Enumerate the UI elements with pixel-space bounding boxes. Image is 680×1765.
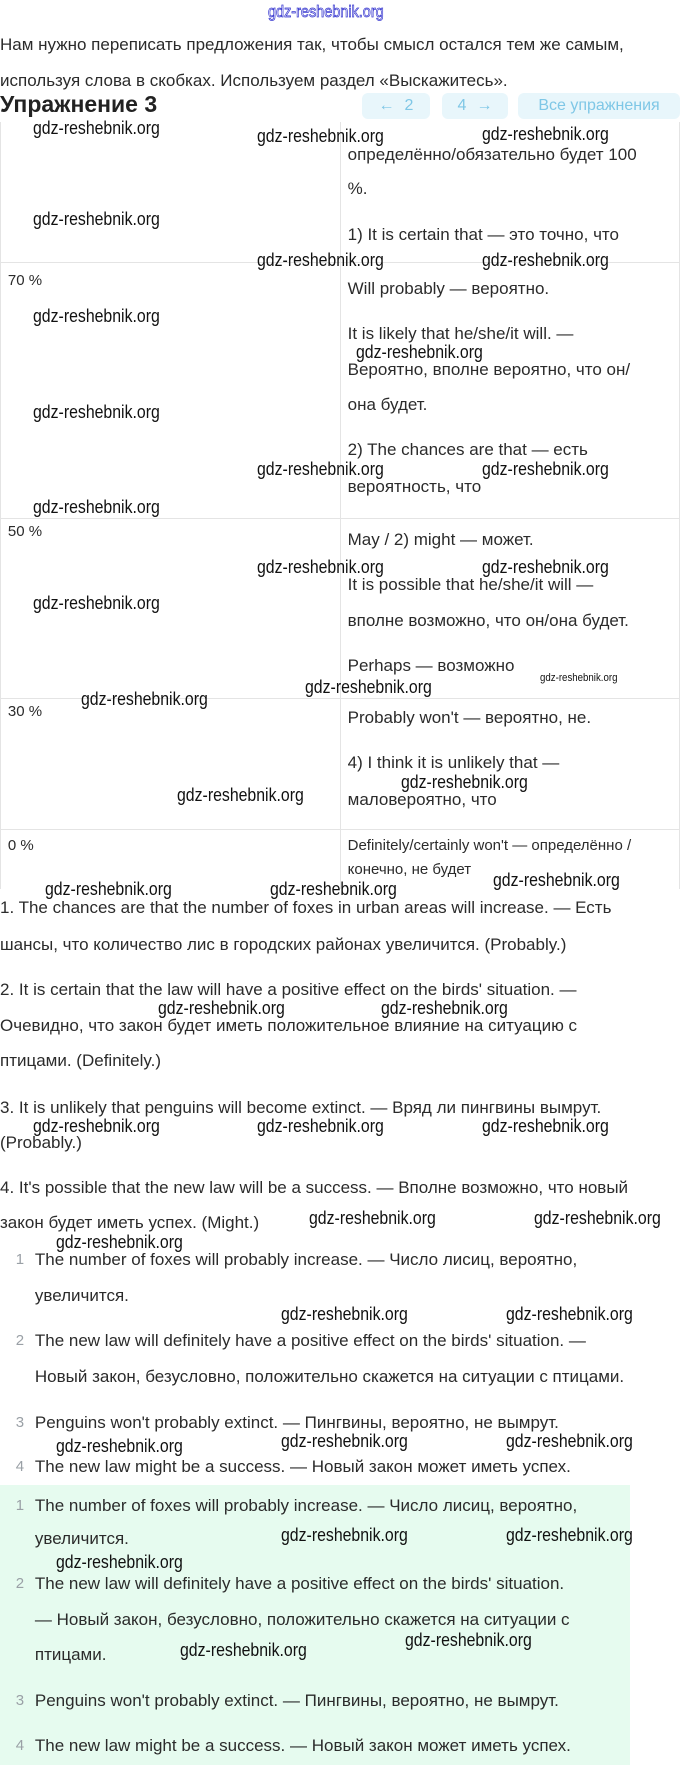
answer-number: 4: [15, 1458, 25, 1475]
answer-text: The number of foxes will probably increase. — Число лисиц, вероятно,: [34, 1250, 578, 1269]
table-cell-text: Probably won't — вероятно, не.: [347, 707, 592, 727]
answer-number: 2: [15, 1575, 25, 1592]
watermark-text: gdz-reshebnik.org: [270, 878, 397, 899]
table-cell-text: она будет.: [347, 395, 428, 414]
watermark-text: gdz-reshebnik.org: [405, 1630, 532, 1651]
watermark-text: gdz-reshebnik.org: [256, 126, 384, 147]
watermark-text: gdz-reshebnik.org: [32, 209, 160, 230]
watermark-text: gdz-reshebnik.org: [56, 1435, 184, 1456]
answer-text: — Новый закон, безусловно, положительно скажется на ситуации с: [34, 1610, 570, 1629]
answer-text: Penguins won't probably extinct. — Пингвины, вероятно, не вымрут.: [34, 1691, 559, 1710]
watermark-text: gdz-reshebnik.org: [45, 878, 172, 899]
table-cell-text: вполне возможно, что он/она будет.: [347, 611, 629, 630]
watermark-text: gdz-reshebnik.org: [481, 1115, 609, 1136]
watermark-text: gdz-reshebnik.org: [481, 459, 609, 480]
answer-number: 3: [15, 1692, 25, 1709]
table-cell-text: определённо/обязательно будет 100: [347, 145, 637, 165]
table-cell-text: Perhaps — возможно: [347, 656, 515, 675]
answer-text: The new law might be a success. — Новый закон может иметь успех.: [34, 1457, 571, 1476]
answer-number: 4: [15, 1737, 25, 1754]
table-cell-text: Definitely/certainly won't — определённо /: [347, 837, 632, 854]
watermark-text: gdz-reshebnik.org: [534, 1208, 662, 1229]
all-exercises-button[interactable]: [518, 93, 680, 119]
percent-label: 70 %: [7, 272, 43, 290]
arrow-right-icon: →: [476, 97, 493, 114]
table-cell-text: May / 2) might — может.: [347, 530, 534, 549]
watermark-text: gdz-reshebnik.org: [281, 1304, 409, 1324]
watermark-text: gdz-reshebnik.org: [481, 557, 609, 577]
exercise-sentence: Очевидно, что закон будет иметь положительное влияние на ситуацию с: [0, 1016, 578, 1035]
watermark-text: gdz-reshebnik.org: [157, 998, 285, 1018]
watermark-text: gdz-reshebnik.org: [381, 998, 509, 1018]
intro-text: используя слова в скобках. Используем раздел «Выскажитесь».: [0, 71, 508, 90]
answer-text: увеличится.: [34, 1286, 129, 1305]
watermark-text: gdz-reshebnik.org: [281, 1431, 409, 1452]
percent-label: 0 %: [7, 837, 34, 854]
watermark-text: gdz-reshebnik.org: [56, 1551, 184, 1572]
watermark-text: gdz-reshebnik.org: [32, 593, 160, 613]
watermark-text: gdz-reshebnik.org: [32, 1115, 160, 1136]
column-divider: [340, 122, 341, 889]
watermark-text: gdz-reshebnik.org: [281, 1524, 409, 1545]
exercise-sentence: шансы, что количество лис в городских районах увеличится. (Probably.): [0, 935, 567, 954]
answer-text: The new law will definitely have a positive effect on the birds' situation.: [34, 1574, 565, 1593]
answer-number: 1: [15, 1497, 25, 1515]
watermark-text: gdz-reshebnik.org: [32, 306, 160, 327]
watermark-text: gdz-reshebnik.org: [32, 118, 160, 139]
prev-exercise-label: 2: [404, 97, 414, 114]
table-cell-text: Will probably — вероятно.: [347, 279, 550, 299]
table-cell-text: 2) The chances are that — есть: [347, 440, 588, 459]
prev-exercise-button[interactable]: [362, 93, 430, 119]
next-exercise-button[interactable]: [442, 93, 508, 119]
table-cell-text: вероятность, что: [347, 477, 482, 497]
percent-label: 30 %: [7, 703, 43, 721]
watermark-text: gdz-reshebnik.org: [256, 1115, 384, 1136]
next-exercise-label: 4: [457, 97, 467, 114]
answer-text: Penguins won't probably extinct. — Пингвины, вероятно, не вымрут.: [34, 1413, 559, 1433]
watermark-text: gdz-reshebnik.org: [32, 497, 160, 518]
exercise-sentence: 4. It's possible that the new law will be a success. — Вполне возможно, что новый: [0, 1178, 629, 1197]
page-title: Упражнение 3: [0, 91, 158, 117]
watermark-text: gdz-reshebnik.org: [492, 869, 620, 890]
answer-number: 1: [15, 1251, 25, 1268]
table-cell-text: конечно, не будет: [347, 860, 472, 878]
answer-text: The number of foxes will probably increase. — Число лисиц, вероятно,: [34, 1496, 578, 1516]
exercise-sentence: закон будет иметь успех. (Might.): [0, 1212, 260, 1232]
watermark-text: gdz-reshebnik.org: [540, 672, 618, 685]
exercise-sentence: 3. It is unlikely that penguins will become extinct. — Вряд ли пингвины вымрут.: [0, 1098, 602, 1118]
watermark-text: gdz-reshebnik.org: [400, 771, 528, 792]
watermark-text: gdz-reshebnik.org: [355, 342, 483, 363]
table-cell-text: Вероятно, вполне вероятно, что он/: [347, 360, 631, 380]
table-cell-text: 4) I think it is unlikely that —: [347, 752, 560, 772]
watermark-text: gdz-reshebnik.org: [256, 459, 384, 480]
watermark-text: gdz-reshebnik.org: [180, 1640, 307, 1661]
site-watermark-logo: gdz-reshebnik.org: [268, 2, 384, 21]
exercise-sentence: 1. The chances are that the number of foxes in urban areas will increase. — Есть: [0, 897, 612, 917]
table-cell-text: %.: [347, 179, 368, 198]
answer-text: The new law might be a success. — Новый закон может иметь успех.: [34, 1736, 571, 1755]
answer-text: Новый закон, безусловно, положительно скажется на ситуации с птицами.: [34, 1367, 625, 1386]
watermark-text: gdz-reshebnik.org: [506, 1304, 634, 1324]
answer-text: птицами.: [34, 1644, 107, 1664]
watermark-text: gdz-reshebnik.org: [481, 249, 609, 270]
watermark-text: gdz-reshebnik.org: [506, 1431, 634, 1452]
watermark-text: gdz-reshebnik.org: [176, 785, 304, 806]
answer-number: 3: [15, 1414, 25, 1432]
watermark-text: gdz-reshebnik.org: [256, 249, 384, 270]
answer-number: 2: [15, 1332, 25, 1349]
table-cell-text: It is likely that he/she/it will. —: [347, 324, 574, 344]
exercise-sentence: птицами. (Definitely.): [0, 1050, 162, 1070]
answer-text: увеличится.: [34, 1529, 129, 1548]
watermark-text: gdz-reshebnik.org: [506, 1524, 634, 1545]
all-exercises-label: Все упражнения: [538, 97, 660, 114]
table-cell-text: маловероятно, что: [347, 789, 497, 809]
watermark-text: gdz-reshebnik.org: [304, 677, 432, 698]
answer-text: The new law will definitely have a positive effect on the birds' situation. —: [34, 1331, 586, 1350]
arrow-left-icon: ←: [378, 97, 395, 114]
exercise-sentence: (Probably.): [0, 1133, 82, 1152]
exercise-sentence: 2. It is certain that the law will have a positive effect on the birds' situation. —: [0, 980, 577, 999]
watermark-text: gdz-reshebnik.org: [309, 1208, 437, 1229]
watermark-text: gdz-reshebnik.org: [256, 557, 384, 577]
percent-label: 50 %: [7, 523, 43, 541]
watermark-text: gdz-reshebnik.org: [32, 401, 160, 422]
table-cell-text: 1) It is certain that — это точно, что: [347, 225, 619, 245]
intro-text: Нам нужно переписать предложения так, чтобы смысл остался тем же самым,: [0, 35, 624, 54]
watermark-text: gdz-reshebnik.org: [481, 123, 609, 144]
table-cell-text: It is possible that he/she/it will —: [347, 575, 594, 594]
watermark-text: gdz-reshebnik.org: [56, 1232, 184, 1252]
watermark-text: gdz-reshebnik.org: [81, 688, 208, 709]
